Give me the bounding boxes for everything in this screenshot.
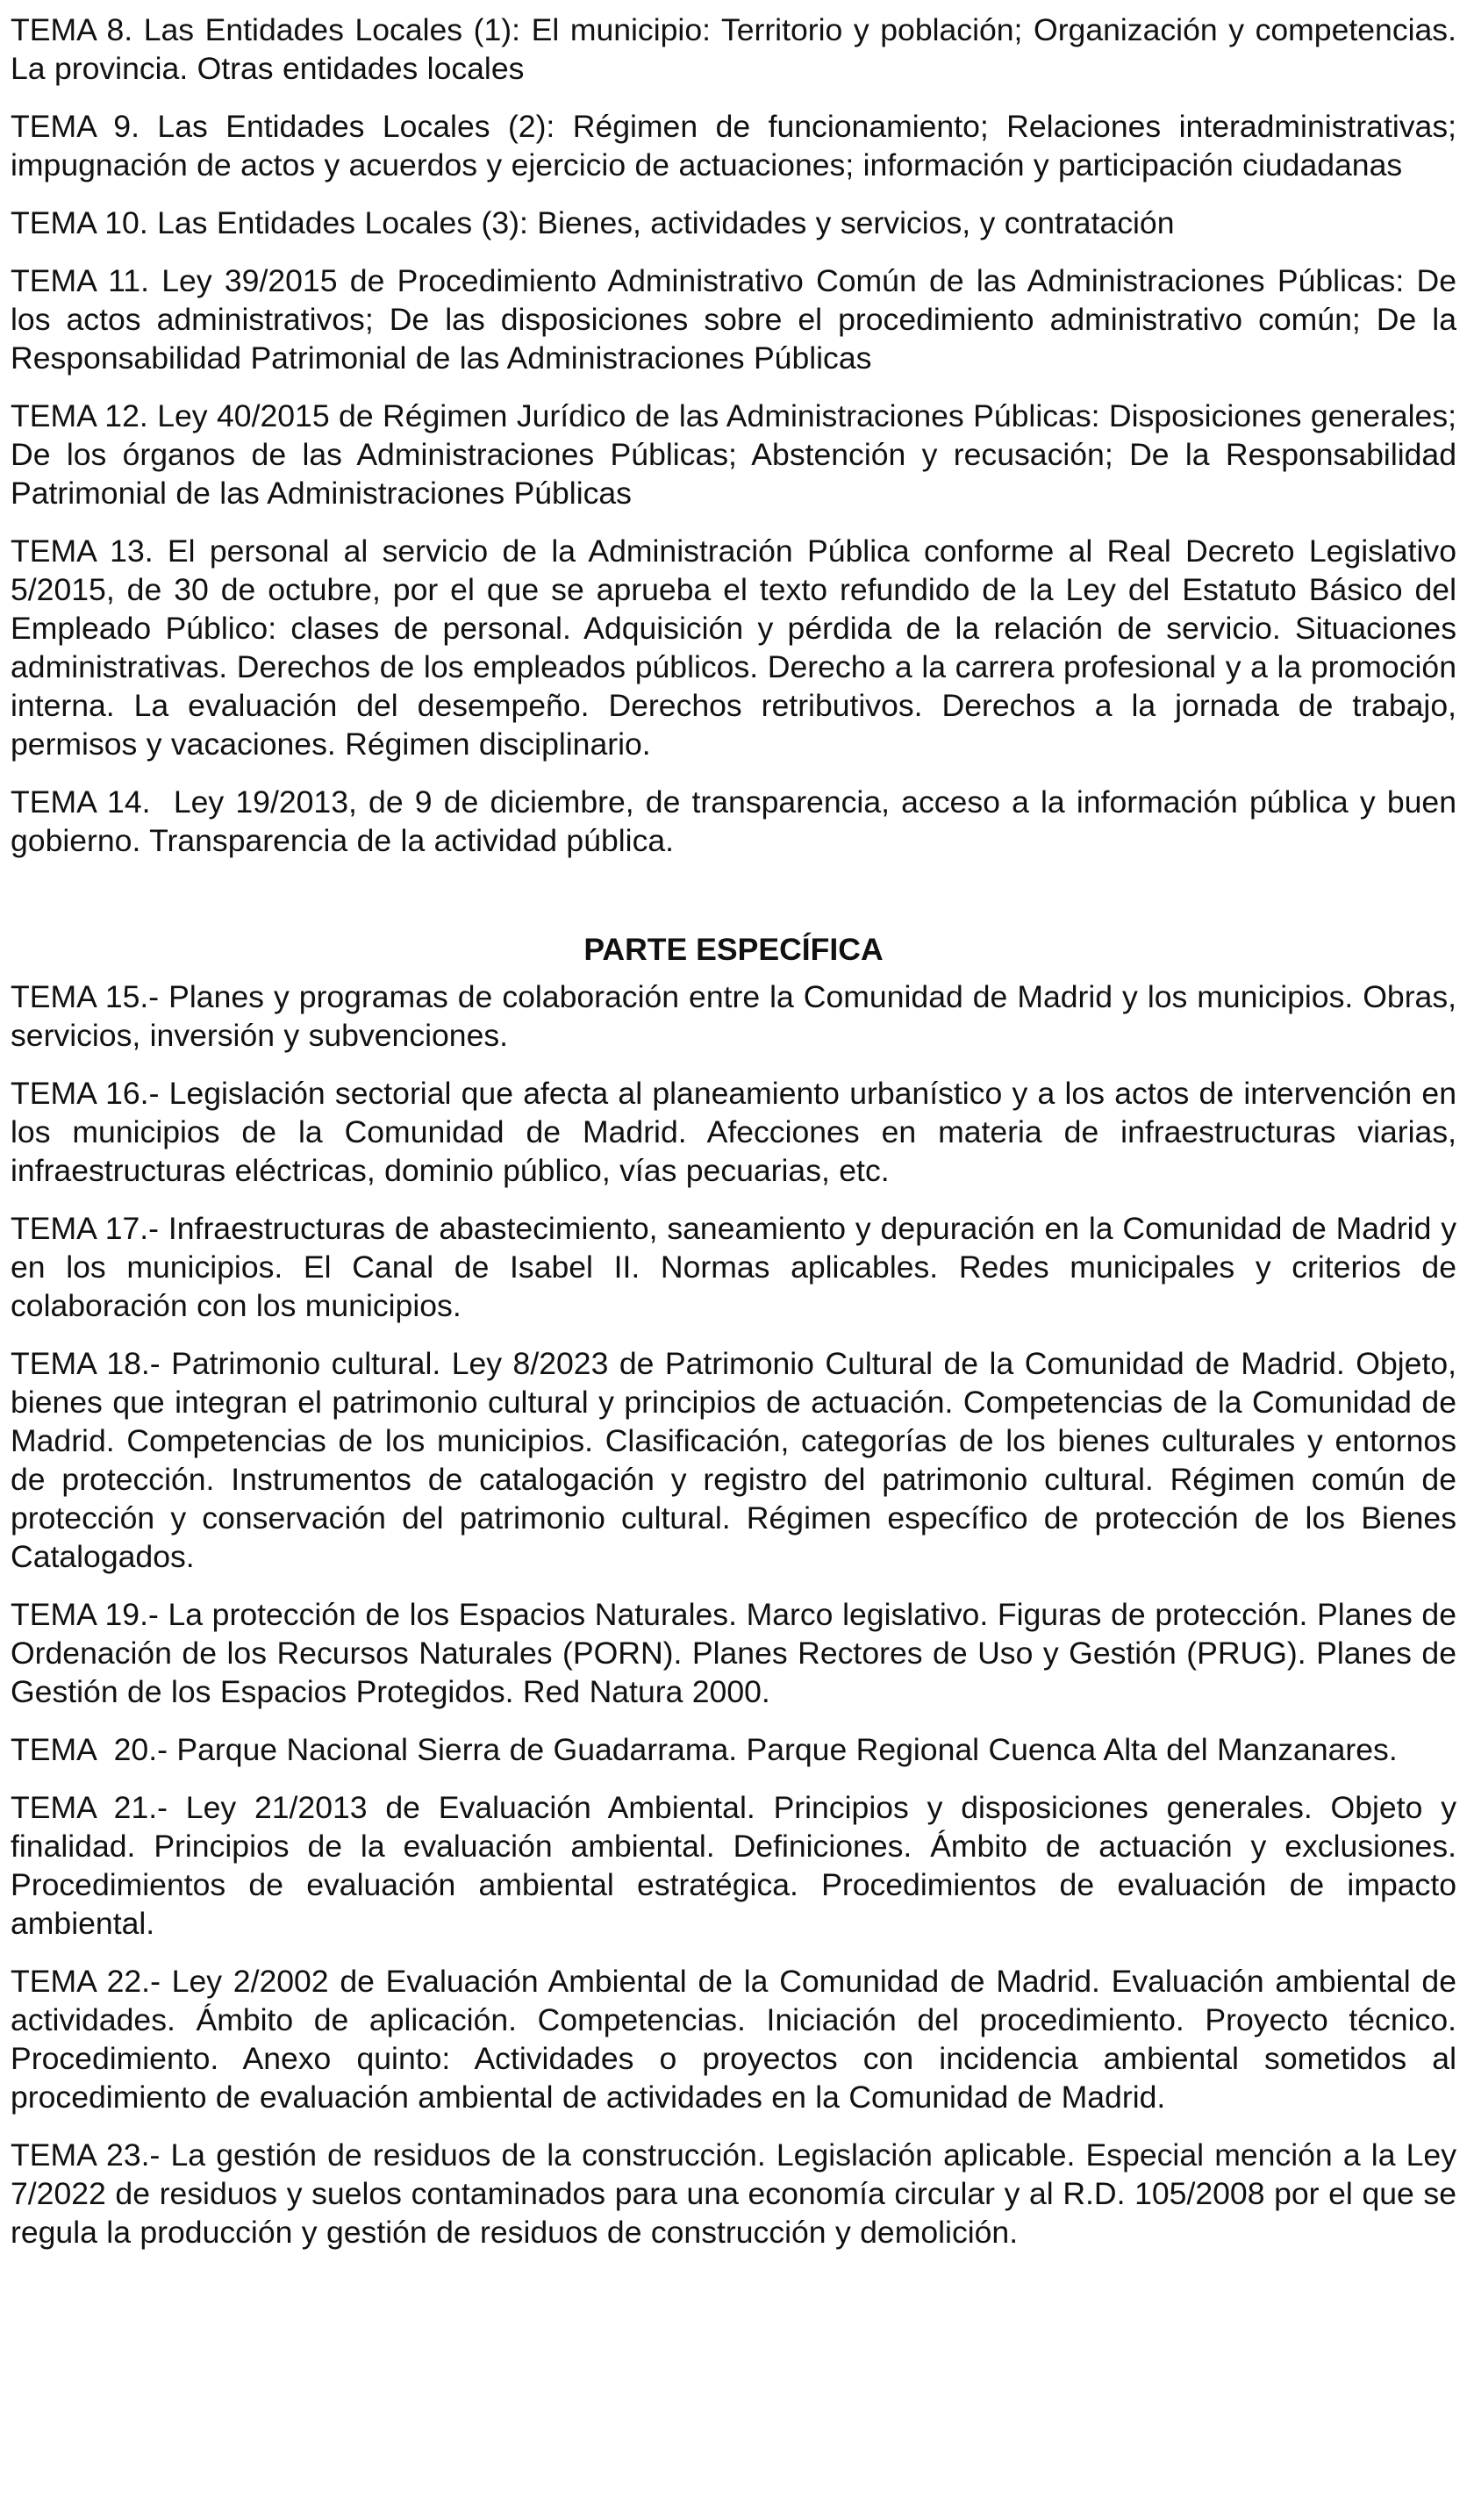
section-gap bbox=[11, 879, 1456, 930]
tema-text: Legislación sectorial que afecta al planeamiento urbanístico y a los actos de intervención en los municipios de la Comunidad de Madrid. Afecciones en materia de infraestructuras viarias, infraestructuras eléctricas, dominio público, vías pecuarias, etc. bbox=[11, 1076, 1456, 1188]
tema-text: Parque Nacional Sierra de Guadarrama. Parque Regional Cuenca Alta del Manzanares. bbox=[176, 1732, 1398, 1767]
tema-15-paragraph bbox=[11, 977, 1456, 1055]
tema-number: TEMA 21.- bbox=[11, 1790, 168, 1825]
tema-number: TEMA 16.- bbox=[11, 1076, 160, 1111]
tema-23-paragraph bbox=[11, 2136, 1456, 2252]
tema-text: La protección de los Espacios Naturales. Marco legislativo. Figuras de protección. Planes de Ordenación de los Recursos Naturales (PORN). Planes Rectores de Uso y Gestión (PRUG). Planes de Gestión de los Espacios Protegidos. Red Natura 2000. bbox=[11, 1597, 1457, 1709]
temas-especificos-list bbox=[11, 977, 1456, 2252]
tema-20-paragraph bbox=[11, 1730, 1456, 1769]
tema-18-paragraph bbox=[11, 1344, 1456, 1576]
tema-17-paragraph bbox=[11, 1209, 1456, 1325]
tema-14-paragraph bbox=[11, 783, 1456, 860]
tema-number: TEMA 8. bbox=[11, 12, 133, 47]
tema-number: TEMA 19.- bbox=[11, 1597, 159, 1632]
tema-21-paragraph bbox=[11, 1788, 1456, 1943]
tema-number: TEMA 13. bbox=[11, 533, 154, 569]
tema-number: TEMA 23.- bbox=[11, 2137, 161, 2173]
tema-text: Ley 19/2013, de 9 de diciembre, de transparencia, acceso a la información pública y buen gobierno. Transparencia de la actividad pública. bbox=[11, 784, 1456, 858]
temas-generales-list bbox=[11, 11, 1456, 860]
tema-text: Las Entidades Locales (1): El municipio: Territorio y población; Organización y competencias. La provincia. Otras entidades locales bbox=[11, 12, 1456, 86]
tema-11-paragraph bbox=[11, 261, 1456, 377]
tema-8-paragraph bbox=[11, 11, 1456, 88]
tema-text: Ley 40/2015 de Régimen Jurídico de las Administraciones Públicas: Disposiciones generales; De los órganos de las Administraciones Públicas; Abstención y recusación; De la Responsabilidad Patrimonial de las Administraciones Públicas bbox=[11, 398, 1456, 511]
tema-number: TEMA 11. bbox=[11, 263, 149, 298]
tema-number: TEMA 15.- bbox=[11, 979, 160, 1014]
tema-number: TEMA 22.- bbox=[11, 1964, 161, 1999]
tema-text: Ley 2/2002 de Evaluación Ambiental de la Comunidad de Madrid. Evaluación ambiental de actividades. Ámbito de aplicación. Competencias. Iniciación del procedimiento. Proyecto técnico. Procedimiento. Anexo quinto: Actividades o proyectos con incidencia ambiental sometidos al procedimiento de evaluación ambiental de actividades en la Comunidad de Madrid. bbox=[11, 1964, 1456, 2115]
tema-text: La gestión de residuos de la construcción. Legislación aplicable. Especial mención a la Ley 7/2022 de residuos y suelos contaminados para una economía circular y al R.D. 105/2008 por el que se regula la producción y gestión de residuos de construcción y demolición. bbox=[11, 2137, 1457, 2250]
tema-19-paragraph bbox=[11, 1595, 1456, 1711]
tema-9-paragraph bbox=[11, 107, 1456, 184]
tema-10-paragraph bbox=[11, 204, 1456, 242]
tema-text: El personal al servicio de la Administración Pública conforme al Real Decreto Legislativo 5/2015, de 30 de octubre, por el que se aprueba el texto refundido de la Ley del Estatuto Básico del Empleado Público: clases de personal. Adquisición y pérdida de la relación de servicio. Situaciones administrativas. Derechos de los empleados públicos. Derecho a la carrera profesional y a la promoción interna. La evaluación del desempeño. Derechos retributivos. Derechos a la jornada de trabajo, permisos y vacaciones. Régimen disciplinario. bbox=[11, 533, 1456, 762]
tema-text: Ley 39/2015 de Procedimiento Administrativo Común de las Administraciones Públicas: De los actos administrativos; De las disposiciones sobre el procedimiento administrativo común; De la Responsabilidad Patrimonial de las Administraciones Públicas bbox=[11, 263, 1456, 376]
tema-text: Planes y programas de colaboración entre la Comunidad de Madrid y los municipios. Obras, servicios, inversión y subvenciones. bbox=[11, 979, 1457, 1053]
tema-16-paragraph bbox=[11, 1074, 1456, 1190]
tema-number: TEMA 17.- bbox=[11, 1211, 160, 1246]
tema-text: Patrimonio cultural. Ley 8/2023 de Patrimonio Cultural de la Comunidad de Madrid. Objeto, bienes que integran el patrimonio cultural y principios de actuación. Competencias de la Comunidad de Madrid. Competencias de los municipios. Clasificación, categorías de los bienes culturales y entornos de protección. Instrumentos de catalogación y registro del patrimonio cultural. Régimen común de protección y conservación del patrimonio cultural. Régimen específico de protección de los Bienes Catalogados. bbox=[11, 1346, 1457, 1574]
tema-13-paragraph bbox=[11, 532, 1456, 763]
tema-number: TEMA 18.- bbox=[11, 1346, 161, 1381]
tema-22-paragraph bbox=[11, 1962, 1456, 2116]
tema-text: Infraestructuras de abastecimiento, saneamiento y depuración en la Comunidad de Madrid y en los municipios. El Canal de Isabel II. Normas aplicables. Redes municipales y criterios de colaboración con los municipios. bbox=[11, 1211, 1457, 1323]
tema-number: TEMA 12. bbox=[11, 398, 148, 433]
tema-12-paragraph bbox=[11, 397, 1456, 512]
tema-number: TEMA 9. bbox=[11, 109, 140, 144]
parte-especifica-heading: PARTE ESPECÍFICA bbox=[583, 932, 884, 967]
tema-text: Las Entidades Locales (2): Régimen de funcionamiento; Relaciones interadministrativas; impugnación de actos y acuerdos y ejercicio de actuaciones; información y participación ciudadanas bbox=[11, 109, 1456, 183]
tema-number: TEMA 10. bbox=[11, 205, 148, 240]
document-page bbox=[11, 11, 1456, 2271]
tema-text: Las Entidades Locales (3): Bienes, actividades y servicios, y contratación bbox=[157, 205, 1175, 240]
tema-number: TEMA 14. bbox=[11, 784, 162, 820]
tema-number: TEMA 20.- bbox=[11, 1732, 168, 1767]
tema-text: Ley 21/2013 de Evaluación Ambiental. Principios y disposiciones generales. Objeto y finalidad. Principios de la evaluación ambiental. Definiciones. Ámbito de actuación y exclusiones. Procedimientos de evaluación ambiental estratégica. Procedimientos de evaluación de impacto ambiental. bbox=[11, 1790, 1456, 1941]
